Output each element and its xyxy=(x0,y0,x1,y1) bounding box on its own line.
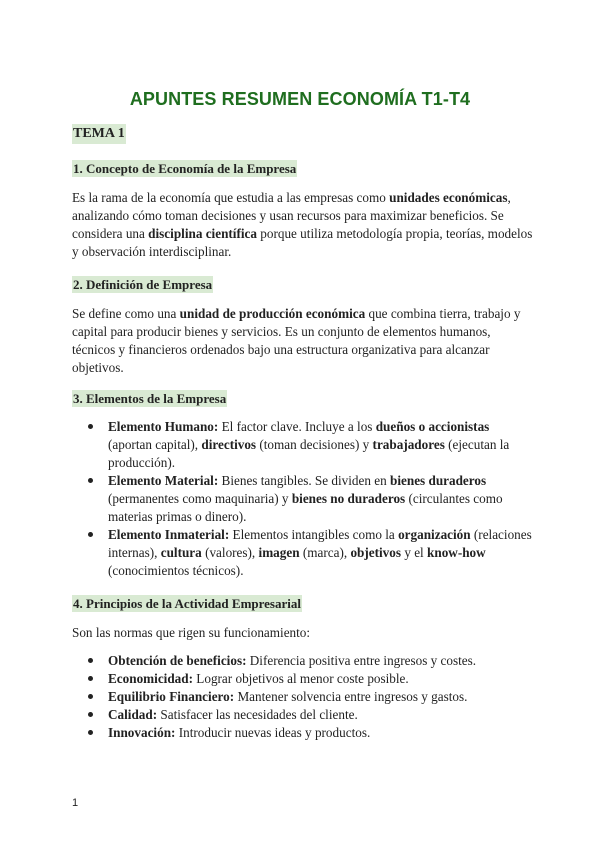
list-item: Elemento Inmaterial: Elementos intangibles como la organización (relaciones internas), cultura (valores), imagen (marca), objetivos y el know-how (conocimientos técnicos). xyxy=(72,526,534,580)
document-title: APUNTES RESUMEN ECONOMÍA T1-T4 xyxy=(129,89,471,109)
section-heading-2: 2. Definición de Empresa xyxy=(73,277,213,292)
principles-list xyxy=(72,652,534,742)
bullet-icon xyxy=(88,676,93,681)
list-item: Calidad: Satisfacer las necesidades del cliente. xyxy=(72,706,534,724)
tema-label: TEMA 1 xyxy=(72,124,126,144)
section-4-paragraph: Son las normas que rigen su funcionamiento: xyxy=(72,625,311,640)
section-heading-3: 3. Elementos de la Empresa xyxy=(73,391,227,406)
bullet-icon xyxy=(88,424,93,429)
bullet-icon xyxy=(88,478,93,483)
section-heading-4: 4. Principios de la Actividad Empresarial xyxy=(73,596,301,611)
list-item: Elemento Humano: El factor clave. Incluye a los dueños o accionistas (aportan capital), directivos (toman decisiones) y trabajadores (ejecutan la producción). xyxy=(72,418,534,472)
page-number: 1 xyxy=(72,797,79,809)
bullet-icon xyxy=(88,658,93,663)
list-item: Economicidad: Lograr objetivos al menor coste posible. xyxy=(72,670,534,688)
bullet-icon xyxy=(88,694,93,699)
list-item: Obtención de beneficios: Diferencia positiva entre ingresos y costes. xyxy=(72,652,534,670)
list-item: Innovación: Introducir nuevas ideas y productos. xyxy=(72,724,534,742)
section-1-paragraph: Es la rama de la economía que estudia a las empresas como unidades económicas, analizando cómo toman decisiones y usan recursos para maximizar beneficios. Se considera una disciplina científica porque utiliza metodología propia, teorías, modelos y observación interdisciplinar. xyxy=(72,190,533,259)
bullet-icon xyxy=(88,712,93,717)
elements-list xyxy=(72,418,534,580)
list-item: Elemento Material: Bienes tangibles. Se dividen en bienes duraderos (permanentes como maquinaria) y bienes no duraderos (circulantes como materias primas o dinero). xyxy=(72,472,534,526)
bullet-icon xyxy=(88,730,93,735)
bullet-icon xyxy=(88,532,93,537)
section-heading-1: 1. Concepto de Economía de la Empresa xyxy=(73,161,297,176)
list-item: Equilibrio Financiero: Mantener solvencia entre ingresos y gastos. xyxy=(72,688,534,706)
section-2-paragraph: Se define como una unidad de producción económica que combina tierra, trabajo y capital para producir bienes y servicios. Es un conjunto de elementos humanos, técnicos y financieros ordenados bajo una estructura organizativa para alcanzar objetivos. xyxy=(72,306,521,375)
